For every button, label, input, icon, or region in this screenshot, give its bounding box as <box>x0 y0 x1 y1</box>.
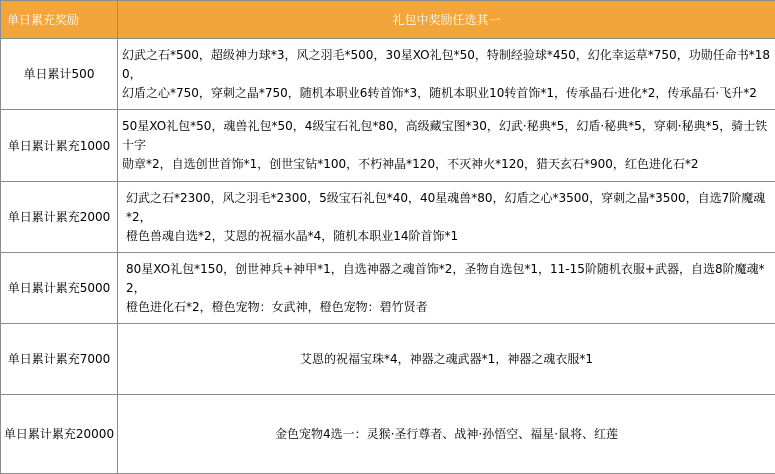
row-condition: 单日累计累充5000 <box>1 253 118 324</box>
table-row <box>1 110 775 182</box>
reward-line: 艾恩的祝福宝珠*4，神器之魂武器*1，神器之魂衣服*1 <box>122 350 771 369</box>
reward-line: 50星XO礼包*50，魂兽礼包*50，4级宝石礼包*80，高级藏宝图*30，幻武·秘典*5，幻盾·秘典*5，穿刺·秘典*5，骑士铁十字 <box>122 117 771 155</box>
header-reward: 礼包中奖励任选其一 <box>118 1 775 39</box>
reward-line: 80星XO礼包*150，创世神兵+神甲*1，自选神器之魂首饰*2，圣物自选包*1，11-15阶随机衣服+武器，自选8阶魔魂*2， <box>126 260 771 298</box>
row-rewards <box>118 395 775 474</box>
table-row <box>1 324 775 395</box>
row-rewards <box>118 324 775 395</box>
reward-line: 金色宠物4选一：灵猴·圣行尊者、战神·孙悟空、福星·鼠将、红莲 <box>122 425 771 444</box>
reward-line: 幻武之石*500，超级神力球*3，风之羽毛*500，30星XO礼包*50，特制经验球*450，幻化幸运草*750，功勋任命书*180， <box>122 46 771 84</box>
row-rewards <box>118 110 775 182</box>
table-row <box>1 39 775 110</box>
row-rewards <box>118 182 775 253</box>
table-header-row <box>1 1 775 39</box>
reward-line: 橙色进化石*2，橙色宠物：女武神，橙色宠物：碧竹贤者 <box>126 298 771 317</box>
table-row <box>1 253 775 324</box>
header-condition: 单日累充奖励 <box>1 1 118 39</box>
row-condition: 单日累计累充20000 <box>1 395 118 474</box>
reward-line: 橙色兽魂自选*2，艾恩的祝福水晶*4，随机本职业14阶首饰*1 <box>126 227 771 246</box>
row-condition: 单日累计500 <box>1 39 118 110</box>
row-condition: 单日累计累充1000 <box>1 110 118 182</box>
reward-line: 幻盾之心*750，穿刺之晶*750，随机本职业6转首饰*3，随机本职业10转首饰*1，传承晶石·进化*2，传承晶石·飞升*2 <box>122 84 771 103</box>
row-rewards <box>118 39 775 110</box>
reward-line: 幻武之石*2300，风之羽毛*2300，5级宝石礼包*40，40星魂兽*80，幻盾之心*3500，穿刺之晶*3500，自选7阶魔魂*2， <box>126 189 771 227</box>
row-condition: 单日累计累充2000 <box>1 182 118 253</box>
row-condition: 单日累计累充7000 <box>1 324 118 395</box>
table-row <box>1 182 775 253</box>
table-row <box>1 395 775 474</box>
reward-line: 勋章*2，自选创世首饰*1，创世宝钻*100，不朽神晶*120，不灭神火*120，猎天玄石*900，红色进化石*2 <box>122 155 771 174</box>
row-rewards <box>118 253 775 324</box>
